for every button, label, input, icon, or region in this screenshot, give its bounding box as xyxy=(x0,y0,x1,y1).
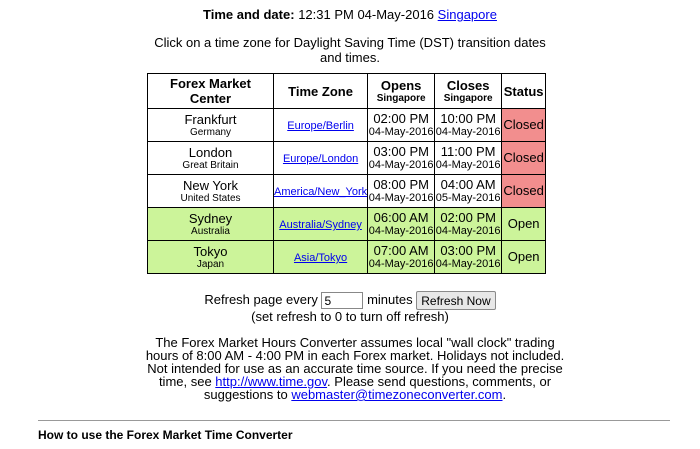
status-cell xyxy=(502,241,546,274)
timezone-cell xyxy=(274,208,368,241)
market-center-cell xyxy=(148,142,274,175)
close-date: 04-May-2016 xyxy=(435,159,501,171)
opens-cell xyxy=(368,109,435,142)
country-name: United States xyxy=(180,192,241,204)
city-name: Tokyo xyxy=(193,243,228,259)
close-time: 10:00 PM xyxy=(440,111,496,126)
city-name: New York xyxy=(183,177,238,193)
open-date: 04-May-2016 xyxy=(368,192,434,204)
refresh-interval-input[interactable] xyxy=(321,292,363,309)
table-row xyxy=(148,142,546,175)
table-row xyxy=(148,208,546,241)
close-time: 02:00 PM xyxy=(440,210,496,225)
timezone-cell xyxy=(274,241,368,274)
market-center-cell xyxy=(148,109,274,142)
open-time: 08:00 PM xyxy=(373,177,429,192)
city-name: Frankfurt xyxy=(184,111,237,127)
header-center: Forex Market Center xyxy=(148,74,274,109)
refresh-now-button[interactable]: Refresh Now xyxy=(416,291,495,310)
opens-cell xyxy=(368,175,435,208)
table-row xyxy=(148,175,546,208)
country-name: Germany xyxy=(189,126,232,138)
time-and-date-header xyxy=(0,7,700,22)
timezone-cell xyxy=(274,109,368,142)
status-cell xyxy=(502,109,546,142)
close-time: 03:00 PM xyxy=(440,243,496,258)
table-row xyxy=(148,241,546,274)
refresh-prefix: Refresh page every xyxy=(204,291,318,307)
timezone-link[interactable]: Europe/London xyxy=(282,153,359,165)
table-header-row xyxy=(148,74,546,109)
instructions: Click on a time zone for Daylight Saving Time (DST) transition dates and times. xyxy=(154,35,546,65)
open-date: 04-May-2016 xyxy=(368,126,434,138)
header-closes: Closes Singapore xyxy=(435,74,502,109)
disclaimer xyxy=(140,336,570,401)
refresh-controls xyxy=(150,291,550,310)
status-badge: Closed xyxy=(503,183,544,198)
opens-cell xyxy=(368,142,435,175)
open-date: 04-May-2016 xyxy=(368,258,434,270)
header-opens: Opens Singapore xyxy=(368,74,435,109)
market-center-cell xyxy=(148,241,274,274)
time-gov-link[interactable]: http://www.time.gov xyxy=(215,374,328,389)
closes-cell xyxy=(435,241,502,274)
country-name: Australia xyxy=(191,225,230,237)
open-time: 06:00 AM xyxy=(373,210,429,225)
refresh-note: (set refresh to 0 to turn off refresh) xyxy=(251,309,449,324)
closes-cell xyxy=(435,175,502,208)
close-date: 04-May-2016 xyxy=(435,225,501,237)
close-time: 11:00 PM xyxy=(440,144,496,159)
city-name: Sydney xyxy=(188,210,233,226)
disclaimer-text-3: . xyxy=(502,387,507,402)
open-time: 07:00 AM xyxy=(373,243,429,258)
closes-cell xyxy=(435,109,502,142)
status-cell xyxy=(502,175,546,208)
current-time: 12:31 PM 04-May-2016 xyxy=(298,7,435,22)
closes-cell xyxy=(435,208,502,241)
country-name: Japan xyxy=(196,258,225,270)
open-time: 03:00 PM xyxy=(373,144,429,159)
forex-market-table xyxy=(147,73,546,274)
market-center-cell xyxy=(148,208,274,241)
status-badge: Closed xyxy=(503,117,544,132)
close-date: 04-May-2016 xyxy=(435,126,501,138)
market-center-cell xyxy=(148,175,274,208)
header-status: Status xyxy=(502,74,546,109)
status-cell xyxy=(502,142,546,175)
timezone-link[interactable]: Europe/Berlin xyxy=(287,120,354,132)
timezone-link[interactable]: Australia/Sydney xyxy=(279,219,362,231)
refresh-suffix: minutes xyxy=(367,291,413,307)
opens-cell xyxy=(368,208,435,241)
close-time: 04:00 AM xyxy=(440,177,496,192)
closes-cell xyxy=(435,142,502,175)
open-time: 02:00 PM xyxy=(373,111,429,126)
close-date: 05-May-2016 xyxy=(435,192,501,204)
open-date: 04-May-2016 xyxy=(368,225,434,237)
time-and-date-label: Time and date: xyxy=(203,7,295,22)
close-date: 04-May-2016 xyxy=(435,258,501,270)
open-date: 04-May-2016 xyxy=(368,159,434,171)
table-row xyxy=(148,109,546,142)
divider xyxy=(38,420,670,421)
city-name: London xyxy=(188,144,233,160)
status-cell xyxy=(502,208,546,241)
country-name: Great Britain xyxy=(182,159,239,171)
disclaimer-text-1: The Forex Market Hours Converter assumes local "wall clock" trading hours of 8:00 AM - 4:00 PM in each Forex market. Holidays not included. Not intended for use as an accurate time source. If you need the precise time, see xyxy=(145,335,565,389)
header-timezone: Time Zone xyxy=(274,74,368,109)
timezone-cell xyxy=(274,142,368,175)
timezone-link[interactable]: America/New_York xyxy=(274,186,368,198)
webmaster-email-link[interactable]: webmaster@timezoneconverter.com xyxy=(291,387,503,402)
howto-heading: How to use the Forex Market Time Converter xyxy=(38,428,293,442)
timezone-link[interactable]: Asia/Tokyo xyxy=(293,252,348,264)
status-badge: Closed xyxy=(503,150,544,165)
location-link[interactable]: Singapore xyxy=(437,7,497,22)
status-badge: Open xyxy=(507,249,540,264)
status-badge: Open xyxy=(507,216,540,231)
disclaimer-text-2: . Please send questions, comments, or suggestions to xyxy=(203,374,552,402)
timezone-cell xyxy=(274,175,368,208)
opens-cell xyxy=(368,241,435,274)
